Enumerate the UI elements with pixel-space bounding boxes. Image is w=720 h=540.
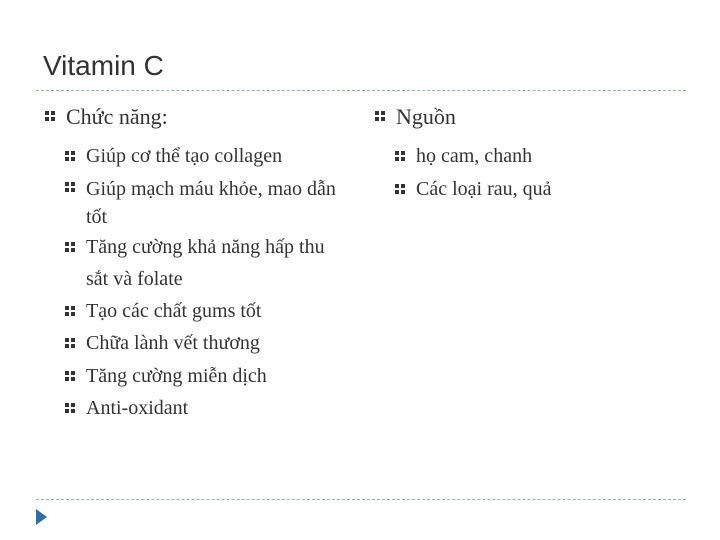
list-item: [45, 327, 345, 360]
ornament-bullet-icon: [65, 371, 76, 383]
ornament-bullet-icon: [395, 151, 406, 163]
list-item-text: Tăng cường khả năng hấp thu sắt và folate: [86, 235, 325, 290]
list-item-text: Anti-oxidant: [86, 397, 189, 419]
list-item: [375, 173, 675, 206]
ornament-bullet-icon: [45, 111, 56, 123]
list-item: [45, 173, 345, 231]
list-item: [45, 231, 345, 295]
title-divider: [36, 90, 686, 91]
left-column: [45, 104, 345, 425]
ornament-bullet-icon: [375, 111, 386, 123]
left-heading-text: Chức năng:: [66, 104, 168, 129]
ornament-bullet-icon: [395, 184, 406, 196]
ornament-bullet-icon: [65, 306, 76, 318]
list-item: [45, 295, 345, 328]
list-item-text: Giúp mạch máu khỏe, mao dẫn tốt: [86, 177, 336, 228]
right-heading-text: Nguồn: [396, 104, 456, 129]
ornament-bullet-icon: [65, 242, 76, 254]
left-bullet-list: [45, 140, 345, 425]
ornament-bullet-icon: [65, 403, 76, 415]
slide-title: Vitamin C: [43, 50, 164, 81]
list-item-text: họ cam, chanh: [416, 145, 533, 167]
list-item-text: Tạo các chất gums tốt: [86, 299, 262, 322]
list-item-text: Các loại rau, quả: [416, 177, 552, 200]
list-item-text: Tăng cường miễn dịch: [86, 364, 267, 387]
list-item-text: Giúp cơ thể tạo collagen: [86, 145, 283, 167]
next-slide-arrow-icon[interactable]: [36, 509, 47, 525]
ornament-bullet-icon: [65, 151, 76, 163]
list-item: [375, 140, 675, 173]
footer-divider: [36, 499, 686, 500]
ornament-bullet-icon: [65, 338, 76, 350]
right-column: [375, 104, 675, 205]
right-heading: [375, 104, 675, 130]
list-item-text: Chữa lành vết thương: [86, 332, 260, 354]
list-item: [45, 392, 345, 425]
list-item: [45, 140, 345, 173]
left-heading: [45, 104, 345, 130]
list-item: [45, 360, 345, 393]
right-bullet-list: [375, 140, 675, 205]
ornament-bullet-icon: [65, 182, 76, 194]
